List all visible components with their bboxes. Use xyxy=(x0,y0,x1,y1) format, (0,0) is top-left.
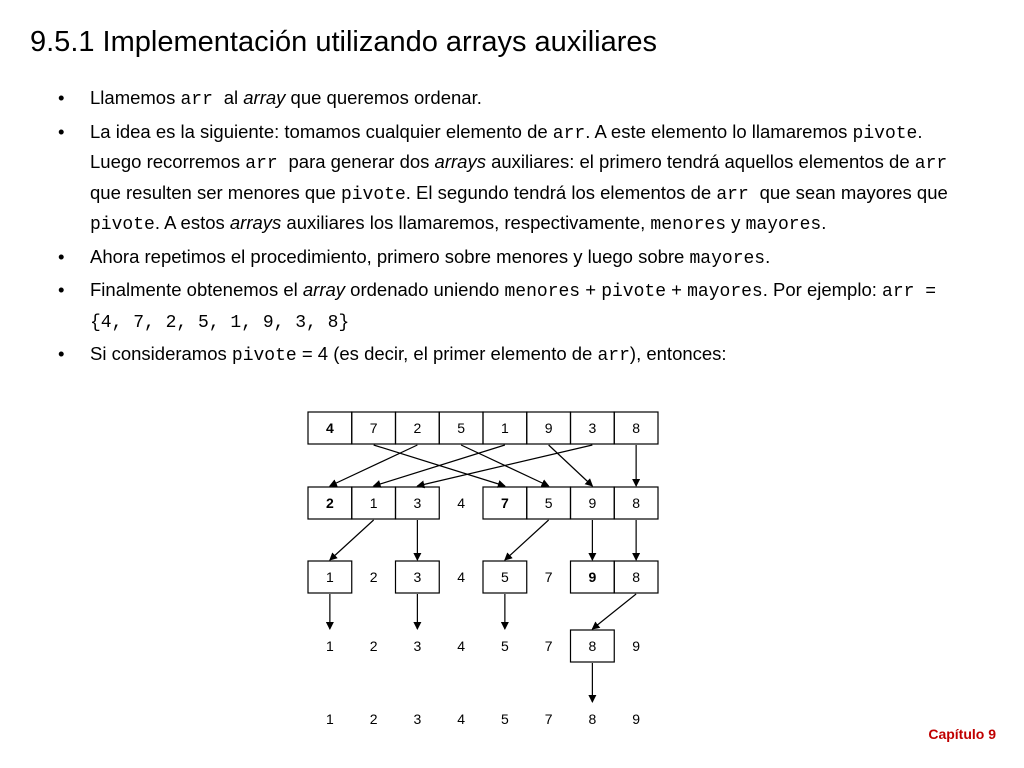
array-cell-value: 4 xyxy=(457,711,466,727)
array-cell-value: 3 xyxy=(413,711,422,727)
code-text: pivote xyxy=(601,282,667,302)
text-segment: . Luego recorremos xyxy=(90,120,923,172)
text-segment: . xyxy=(765,245,771,267)
code-text: arr = {4, 7, 2, 5, 1, 9, 3, 8} xyxy=(90,282,937,333)
code-text: mayores xyxy=(689,248,766,269)
array-cell-value: 8 xyxy=(632,495,641,511)
code-text: pivote xyxy=(231,346,297,366)
code-text: pivote xyxy=(340,184,406,205)
code-text: mayores xyxy=(745,215,822,235)
text-segment: . A estos xyxy=(154,212,230,233)
text-segment: auxiliares: el primero tendrá aquellos elementos de xyxy=(485,151,915,172)
code-text: mayores xyxy=(687,282,763,302)
bullet-marker: • xyxy=(58,245,65,267)
text-segment: Ahora repetimos el procedimiento, primero sobre menores y luego sobre xyxy=(90,245,690,267)
array-cell-value: 2 xyxy=(369,638,378,654)
array-cell-value: 8 xyxy=(632,420,641,436)
code-text: arr xyxy=(180,90,224,110)
code-text: arr xyxy=(245,154,289,174)
bullet-marker: • xyxy=(58,343,65,364)
text-segment: . A este elemento lo llamaremos xyxy=(585,120,853,142)
text-segment: = 4 (es decir, el primer elemento de xyxy=(296,343,598,364)
slide-title: 9.5.1 Implementación utilizando arrays auxiliares xyxy=(30,26,658,58)
array-cell-value: 9 xyxy=(588,495,597,511)
text-segment: Finalmente obtenemos el xyxy=(90,279,303,300)
array-cell-value: 8 xyxy=(588,638,597,654)
array-cell-value: 1 xyxy=(325,638,334,654)
array-cell-value: 9 xyxy=(632,711,641,727)
text-segment: . Por ejemplo: xyxy=(762,279,883,300)
array-cell-value: 1 xyxy=(369,495,378,511)
code-text: arr xyxy=(597,346,630,366)
text-segment: al xyxy=(223,87,244,108)
array-cell-value: 9 xyxy=(632,638,641,654)
text-segment: . El segundo tendrá los elementos de xyxy=(405,181,717,203)
array-cell-value: 5 xyxy=(500,569,509,585)
array-cell-value: 8 xyxy=(632,569,641,585)
code-text: pivote xyxy=(852,123,918,144)
array-cell-value: 4 xyxy=(325,420,334,436)
array-cell-value: 4 xyxy=(457,495,466,511)
array-cell-value: 2 xyxy=(325,495,334,511)
code-text: arr xyxy=(716,184,760,205)
array-cell-value: 1 xyxy=(325,569,334,585)
bullet-marker: • xyxy=(58,279,65,300)
text-segment: arrays xyxy=(434,151,486,172)
text-segment: para generar dos xyxy=(288,151,435,172)
array-cell-value: 5 xyxy=(500,638,509,654)
text-segment: que resulten ser menores que xyxy=(90,181,341,203)
array-cell-value: 2 xyxy=(369,569,378,585)
array-cell-value: 2 xyxy=(413,420,422,436)
text-segment: Llamemos xyxy=(90,87,181,108)
arrow xyxy=(330,520,374,560)
array-cell-value: 1 xyxy=(325,711,334,727)
arrow xyxy=(549,445,593,486)
diagram-rows xyxy=(308,412,658,727)
chapter-label: Capítulo 9 xyxy=(928,726,996,742)
array-cell-value: 7 xyxy=(544,569,553,585)
text-segment: + xyxy=(580,279,602,300)
code-text: pivote xyxy=(90,215,155,235)
array-cell-value: 4 xyxy=(457,569,466,585)
arrow xyxy=(592,594,636,629)
code-text: arr xyxy=(552,123,586,144)
array-cell-value: 4 xyxy=(457,638,466,654)
arrow xyxy=(417,445,592,486)
array-cell-value: 3 xyxy=(413,569,422,585)
text-segment: que queremos ordenar. xyxy=(285,87,482,108)
array-cell-value: 5 xyxy=(500,711,509,727)
text-segment: ordenado uniendo xyxy=(345,279,505,300)
array-cell-value: 7 xyxy=(544,638,553,654)
code-text: menores xyxy=(650,215,727,235)
array-cell-value: 3 xyxy=(413,638,422,654)
text-segment: . xyxy=(821,212,827,233)
arrow xyxy=(505,520,549,560)
array-cell-value: 5 xyxy=(457,420,466,436)
array-cell-value: 7 xyxy=(544,711,553,727)
text-segment: arrays xyxy=(229,212,282,233)
text-segment: array xyxy=(302,279,346,300)
bullet-marker: • xyxy=(58,120,65,142)
array-cell-value: 8 xyxy=(588,711,597,727)
array-cell-value: 5 xyxy=(544,495,553,511)
text-segment: y xyxy=(726,212,746,233)
text-segment: array xyxy=(243,87,286,108)
text-segment: La idea es la siguiente: tomamos cualquier elemento de xyxy=(90,120,553,142)
bullet-marker: • xyxy=(58,87,65,108)
text-segment: que sean mayores que xyxy=(759,181,948,203)
text-segment: auxiliares los llamaremos, respectivamente, xyxy=(281,212,651,233)
code-text: menores xyxy=(504,282,581,302)
text-segment: Si consideramos xyxy=(90,343,232,364)
array-cell-value: 1 xyxy=(500,420,509,436)
array-cell-value: 7 xyxy=(500,495,509,511)
arrow xyxy=(330,445,418,486)
array-cell-value: 3 xyxy=(588,420,597,436)
array-cell-value: 7 xyxy=(369,420,378,436)
array-cell-value: 2 xyxy=(369,711,378,727)
text-segment: + xyxy=(666,279,688,300)
code-text: arr xyxy=(914,154,948,174)
text-segment: ), entonces: xyxy=(629,343,727,364)
array-cell-value: 9 xyxy=(588,569,597,585)
array-cell-value: 3 xyxy=(413,495,422,511)
array-cell-value: 9 xyxy=(544,420,553,436)
